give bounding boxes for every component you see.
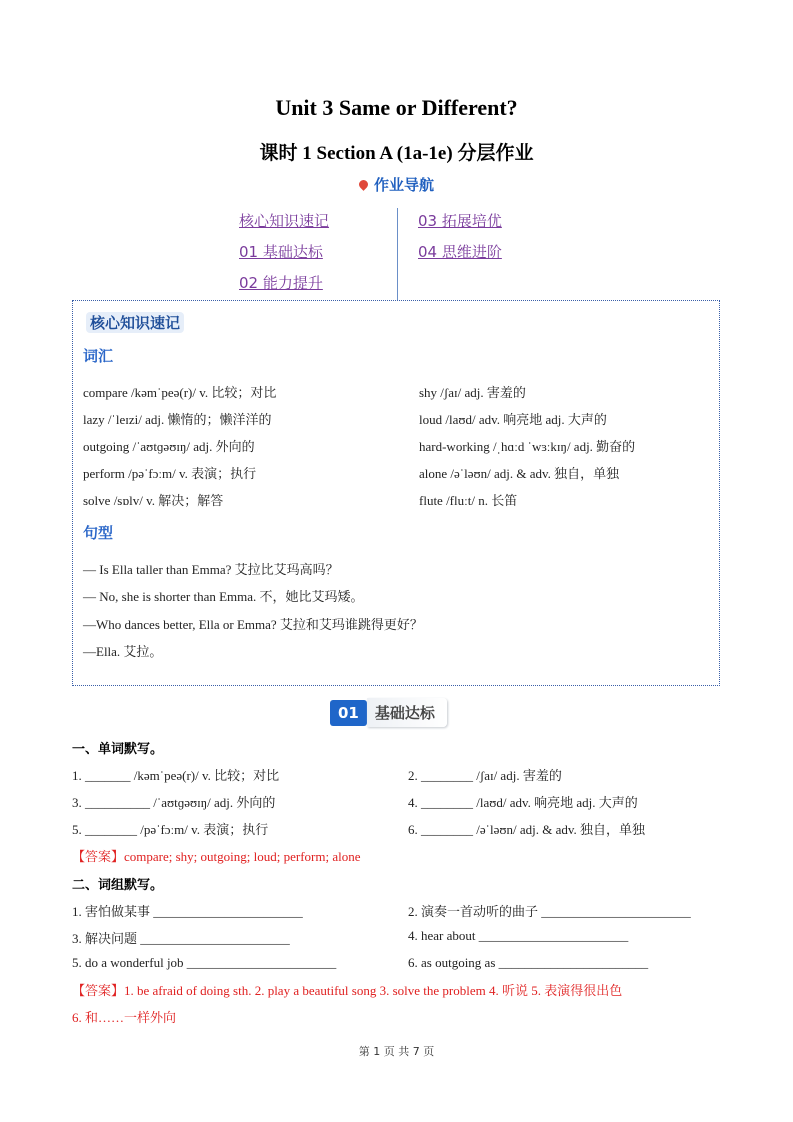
nav-link-04-thinking[interactable]: 04 思维进阶 — [418, 243, 502, 261]
section-01-badge — [330, 698, 447, 726]
sentence-item: —Who dances better, Ella or Emma? 艾拉和艾玛谁跳得更好？ — [83, 617, 423, 632]
nav-divider — [397, 208, 398, 300]
section-01-label: 基础达标 — [367, 698, 447, 727]
vocab-right-item: flute /fluːt/ n. 长笛 — [419, 493, 518, 508]
vocab-left-item: perform /pəˈfɔːm/ v. 表演；执行 — [83, 466, 257, 481]
vocab-left-item: lazy /ˈleɪzi/ adj. 懒惰的；懒洋洋的 — [83, 412, 272, 427]
q2-answer-line1: 【答案】1. be afraid of doing sth. 2. play a beautiful song 3. solve the problem 4. 听说 5. 表演得很出色 — [72, 983, 623, 998]
core-knowledge-tag: 核心知识速记 — [86, 312, 184, 333]
vocab-left-item: outgoing /ˈaʊtɡəʊɪŋ/ adj. 外向的 — [83, 439, 255, 454]
nav-heading-label: 作业导航 — [373, 176, 434, 194]
location-pin-icon — [357, 178, 370, 191]
q1-left-item: 3. __________ /ˈaʊtɡəʊɪŋ/ adj. 外向的 — [72, 795, 276, 810]
q1-answer: 【答案】compare; shy; outgoing; loud; perform; alone — [72, 849, 361, 864]
vocab-left-item: compare /kəmˈpeə(r)/ v. 比较；对比 — [83, 385, 277, 400]
q1-right-item: 4. ________ /laʊd/ adv. 响亮地 adj. 大声的 — [408, 795, 638, 810]
q1-left-item: 1. _______ /kəmˈpeə(r)/ v. 比较；对比 — [72, 768, 280, 783]
sentence-item: — Is Ella taller than Emma? 艾拉比艾玛高吗？ — [83, 562, 339, 577]
nav-heading — [0, 174, 793, 195]
q2-left-item: 1. 害怕做某事 _______________________ — [72, 904, 303, 919]
sentence-heading: 句型 — [83, 524, 114, 542]
nav-link-01-basic[interactable]: 01 基础达标 — [239, 243, 323, 261]
q1-right-item: 6. ________ /əˈləʊn/ adj. & adv. 独自，单独 — [408, 822, 646, 837]
q2-left-item: 3. 解决问题 _______________________ — [72, 931, 290, 946]
vocab-right-item: loud /laʊd/ adv. 响亮地 adj. 大声的 — [419, 412, 607, 427]
nav-link-03-extension[interactable]: 03 拓展培优 — [418, 212, 502, 230]
question-2-heading: 二、词组默写。 — [72, 878, 164, 893]
vocab-right-item: hard-working /ˌhɑːd ˈwɜːkɪŋ/ adj. 勤奋的 — [419, 439, 636, 454]
nav-link-02-ability[interactable]: 02 能力提升 — [239, 274, 323, 292]
q1-left-item: 5. ________ /pəˈfɔːm/ v. 表演；执行 — [72, 822, 269, 837]
q2-right-item: 2. 演奏一首动听的曲子 _______________________ — [408, 904, 691, 919]
vocab-right-item: shy /ʃaɪ/ adj. 害羞的 — [419, 385, 526, 400]
q2-right-item: 6. as outgoing as _______________________ — [408, 955, 649, 970]
sentence-item: — No, she is shorter than Emma. 不，她比艾玛矮。 — [83, 589, 364, 604]
vocab-left-item: solve /sɒlv/ v. 解决；解答 — [83, 493, 224, 508]
q2-right-item: 4. hear about _______________________ — [408, 928, 629, 943]
q2-left-item: 5. do a wonderful job _______________________ — [72, 955, 337, 970]
q1-right-item: 2. ________ /ʃaɪ/ adj. 害羞的 — [408, 768, 562, 783]
document-title: Unit 3 Same or Different? — [275, 95, 518, 120]
page-footer: 第 1 页 共 7 页 — [358, 1045, 435, 1058]
document-subtitle: 课时 1 Section A (1a-1e) 分层作业 — [259, 143, 534, 164]
nav-link-core-knowledge[interactable]: 核心知识速记 — [239, 212, 330, 230]
sentence-item: —Ella. 艾拉。 — [83, 644, 163, 659]
section-01-number: 01 — [330, 700, 367, 726]
vocab-heading: 词汇 — [83, 347, 114, 365]
vocab-right-item: alone /əˈləʊn/ adj. & adv. 独自，单独 — [419, 466, 620, 481]
q2-answer-line2: 6. 和……一样外向 — [72, 1010, 177, 1025]
question-1-heading: 一、单词默写。 — [72, 742, 164, 757]
